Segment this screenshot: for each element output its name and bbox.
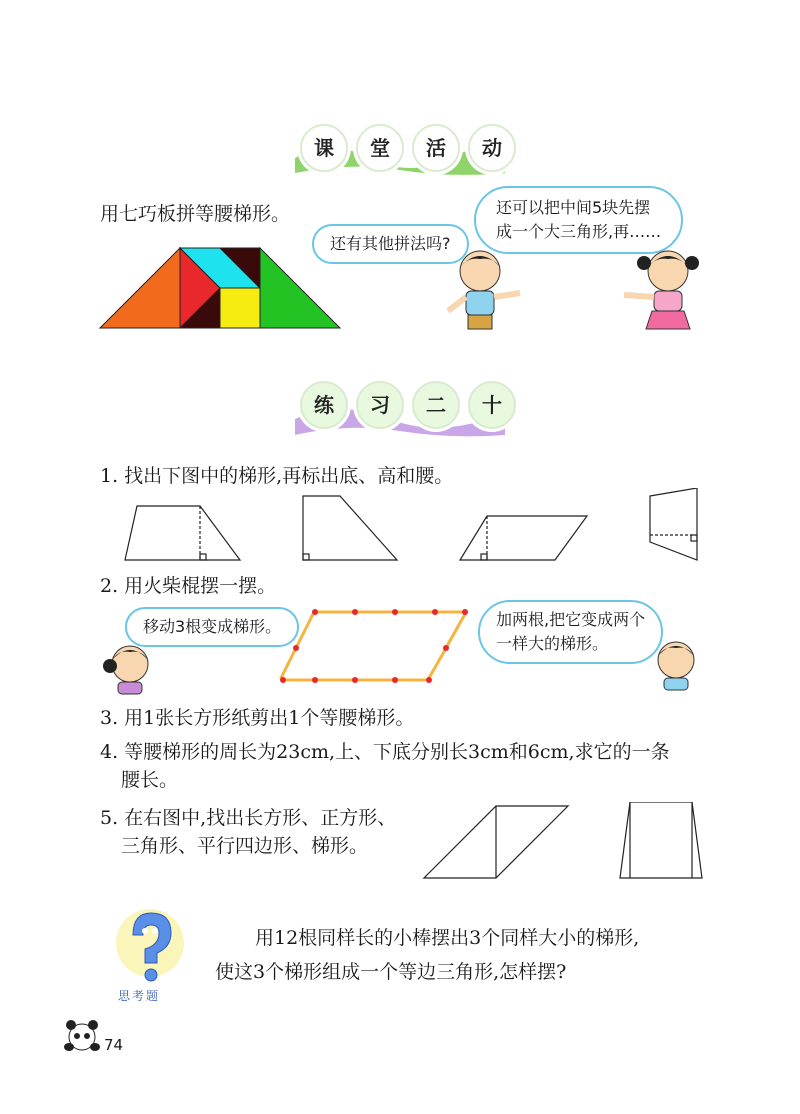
- exercise-header: [290, 375, 510, 441]
- exercise-3-text: 3. 用1张长方形纸剪出1个等腰梯形。: [100, 707, 415, 729]
- girl-speech-line1: 还可以把中间5块先摆: [496, 198, 651, 217]
- exercise-4-line1: 4. 等腰梯形的周长为23cm,上、下底分别长3cm和6cm,求它的一条: [100, 741, 670, 763]
- girl-small-illustration: [98, 636, 158, 696]
- boy-illustration: [438, 245, 528, 340]
- exercise-1-figures: [115, 488, 735, 568]
- exercise-5-line1: 5. 在右图中,找出长方形、正方形、: [100, 807, 397, 829]
- left-speech-text: 移动3根变成梯形。: [143, 617, 282, 636]
- exercise-5-line2: 三角形、平行四边形、梯形。: [121, 835, 369, 857]
- girl-speech-line2: 成一个大三角形,再……: [496, 222, 662, 241]
- activity-instruction: 用七巧板拼等腰梯形。: [100, 203, 291, 225]
- thinking-badge: [110, 905, 190, 1005]
- right-speech-line2: 一样大的梯形。: [496, 634, 609, 653]
- boy-speech-text: 还有其他拼法吗?: [330, 234, 451, 253]
- tangram-trapezoid: [98, 244, 348, 334]
- thinking-line1: 用12根同样长的小棒摆出3个同样大小的梯形,: [255, 927, 640, 949]
- thinking-line2: 使这3个梯形组成一个等边三角形,怎样摆?: [215, 961, 567, 983]
- thinking-label: 思考题: [118, 989, 161, 1003]
- exercise-4-line2: 腰长。: [121, 769, 179, 791]
- figure-right-trapezoid: [303, 496, 397, 560]
- boy-small-illustration: [648, 632, 708, 692]
- exercise-1-text: 1. 找出下图中的梯形,再标出底、高和腰。: [100, 465, 454, 487]
- activity-header-char: 课: [300, 124, 348, 172]
- exercise-header-char: 二: [412, 381, 460, 429]
- girl-illustration: [620, 243, 710, 338]
- activity-header: [290, 118, 510, 180]
- activity-header-char: 堂: [356, 124, 404, 172]
- right-speech-line1: 加两根,把它变成两个: [496, 610, 646, 629]
- activity-header-char: 活: [412, 124, 460, 172]
- exercise-header-char: 十: [468, 381, 516, 429]
- exercise-5-figure: [420, 802, 720, 882]
- exercise-header-char: 习: [356, 381, 404, 429]
- exercise-2-text: 2. 用火柴棍摆一摆。: [100, 575, 277, 597]
- matchstick-parallelogram: [275, 606, 475, 686]
- figure-trapezoid-vertical: [650, 488, 697, 560]
- page-number: 74: [104, 1036, 124, 1054]
- figure-trapezoid-a: [125, 506, 240, 560]
- right-speech-bubble: [478, 600, 663, 664]
- activity-header-char: 动: [468, 124, 516, 172]
- figure-parallelogram: [460, 516, 587, 560]
- question-mark-icon: [115, 905, 185, 990]
- exercise-header-char: 练: [300, 381, 348, 429]
- panda-icon: [62, 1015, 102, 1055]
